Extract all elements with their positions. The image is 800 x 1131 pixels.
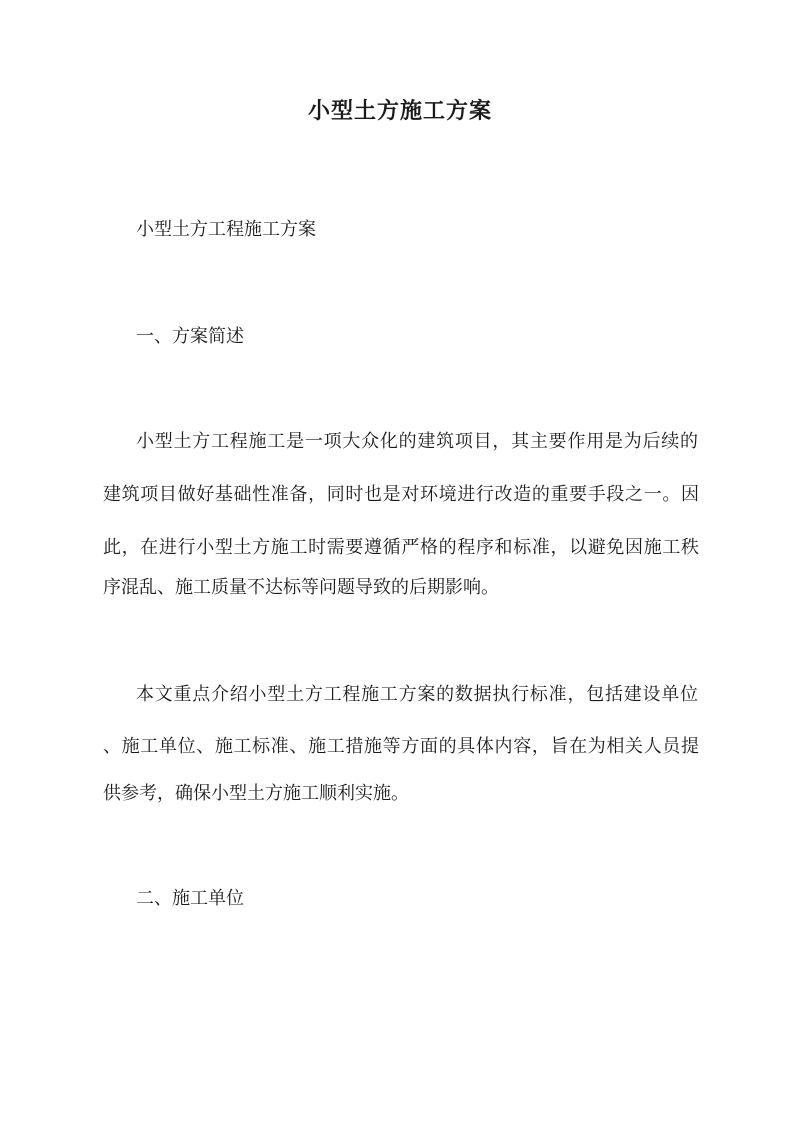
paragraph-line: 此，在进行小型土方施工时需要遵循严格的程序和标准，以避免因施工秩 — [103, 537, 699, 558]
paragraph-line: 小型土方工程施工是一项大众化的建筑项目，其主要作用是为后续的 — [136, 431, 698, 452]
paragraph-line: 本文重点介绍小型土方工程施工方案的数据执行标准，包括建设单位 — [136, 684, 698, 705]
paragraph-line: 、施工单位、施工标准、施工措施等方面的具体内容，旨在为相关人员提 — [103, 736, 699, 757]
document-subtitle: 小型土方工程施工方案 — [136, 219, 316, 240]
section-heading-overview: 一、方案简述 — [136, 326, 244, 347]
paragraph-line: 序混乱、施工质量不达标等问题导致的后期影响。 — [103, 577, 499, 598]
section-heading-construction-unit: 二、施工单位 — [136, 888, 244, 909]
paragraph-line: 建筑项目做好基础性准备，同时也是对环境进行改造的重要手段之一。因 — [103, 484, 699, 505]
paragraph-line: 供参考，确保小型土方施工顺利实施。 — [103, 783, 409, 804]
document-title: 小型土方施工方案 — [307, 98, 492, 124]
